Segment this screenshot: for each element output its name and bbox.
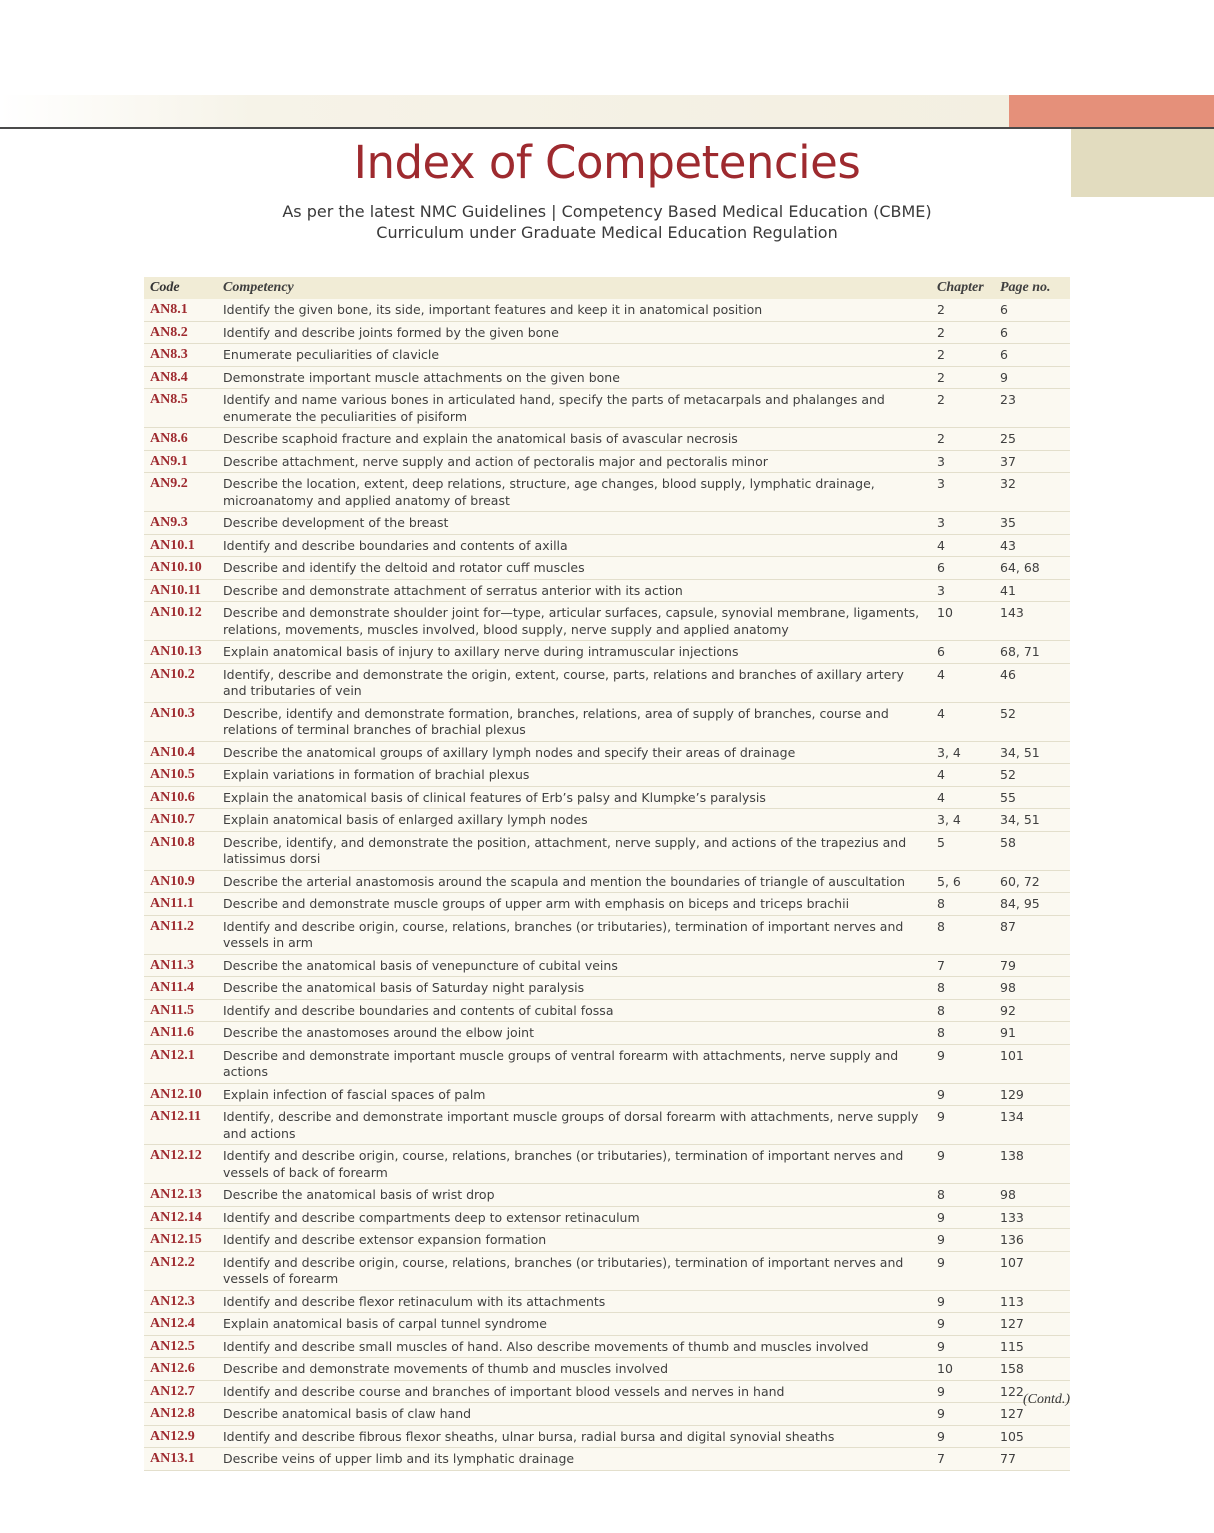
table-row (144, 1207, 1070, 1230)
subtitle-line-1: As per the latest NMC Guidelines | Competency Based Medical Education (CBME) (282, 202, 932, 221)
cell-competency: Describe anatomical basis of claw hand (223, 1406, 472, 1421)
cell-chapter: 3 (937, 476, 945, 491)
cell-code: AN11.4 (150, 980, 194, 995)
cell-chapter: 2 (937, 347, 945, 362)
table-row (144, 299, 1070, 322)
cell-code: AN8.1 (150, 302, 188, 317)
table-row (144, 742, 1070, 765)
cell-competency: Identify and describe course and branches of important blood vessels and nerves in hand (223, 1383, 785, 1399)
cell-code: AN9.3 (150, 515, 188, 530)
cell-code: AN12.2 (150, 1254, 195, 1270)
cell-competency: Describe attachment, nerve supply and action of pectoralis major and pectoralis minor (223, 453, 768, 469)
table-row (144, 602, 1070, 641)
cell-chapter: 8 (937, 918, 945, 934)
cell-chapter: 2 (937, 392, 945, 407)
cell-code: AN12.1 (150, 1047, 195, 1063)
table-row (144, 344, 1070, 367)
cell-page: 84, 95 (1000, 896, 1040, 911)
table-row (144, 641, 1070, 664)
cell-competency: Describe the anastomoses around the elbow joint (223, 1025, 534, 1040)
cell-chapter: 9 (937, 1254, 945, 1270)
cell-chapter: 3, 4 (937, 744, 961, 760)
cell-competency: Describe and demonstrate important muscle groups of ventral forearm with attachments, nerve supply and actions (223, 1047, 899, 1079)
cell-page: 34, 51 (1000, 812, 1040, 827)
cell-chapter: 6 (937, 644, 945, 659)
cell-chapter: 9 (937, 1086, 945, 1102)
cell-page: 98 (1000, 1187, 1016, 1202)
table-row (144, 389, 1070, 428)
cell-code: AN10.8 (150, 834, 195, 850)
table-row (144, 512, 1070, 535)
cell-code: AN12.15 (150, 1232, 202, 1247)
cell-competency: Describe scaphoid fracture and explain the anatomical basis of avascular necrosis (223, 431, 738, 446)
cell-competency: Identify and describe boundaries and contents of axilla (223, 537, 568, 553)
cell-competency: Identify and name various bones in articulated hand, specify the parts of metacarpals and phalanges and enumerate the peculiarities of pisiform (223, 392, 885, 424)
cell-competency: Explain infection of fascial spaces of palm (223, 1086, 486, 1102)
cell-code: AN12.3 (150, 1293, 195, 1309)
cell-page: 129 (1000, 1086, 1024, 1102)
cell-chapter: 2 (937, 302, 945, 317)
cell-code: AN8.3 (150, 347, 188, 362)
cell-competency: Describe, identify and demonstrate formation, branches, relations, area of supply of branches, course and relations of terminal branches of brachial plexus (223, 705, 889, 737)
cell-competency: Identify and describe origin, course, relations, branches (or tributaries), termination of important nerves and vessels in arm (223, 918, 904, 950)
cell-code: AN10.5 (150, 767, 195, 782)
cell-competency: Describe, identify, and demonstrate the position, attachment, nerve supply, and actions of the trapezius and latissimus dorsi (223, 834, 907, 866)
table-row (144, 1291, 1070, 1314)
table-row (144, 1403, 1070, 1426)
cell-competency: Demonstrate important muscle attachments on the given bone (223, 369, 620, 385)
page-title: Index of Competencies (353, 136, 861, 189)
cell-competency: Describe veins of upper limb and its lymphatic drainage (223, 1451, 575, 1466)
cell-chapter: 3 (937, 582, 945, 598)
cell-page: 143 (1000, 605, 1024, 620)
cell-code: AN10.3 (150, 705, 195, 721)
cell-page: 32 (1000, 476, 1016, 491)
subtitle-line-2: Curriculum under Graduate Medical Education Regulation (376, 223, 838, 242)
cell-page: 6 (1000, 302, 1008, 317)
cell-code: AN12.7 (150, 1383, 195, 1399)
table-row (144, 1000, 1070, 1023)
cell-competency: Describe the anatomical groups of axillary lymph nodes and specify their areas of drainage (223, 744, 796, 760)
cell-chapter: 2 (937, 431, 945, 446)
table-row (144, 1381, 1070, 1404)
cell-page: 41 (1000, 582, 1016, 598)
cell-code: AN10.12 (150, 605, 202, 620)
cell-competency: Identify the given bone, its side, important features and keep it in anatomical position (223, 302, 763, 317)
cell-page: 37 (1000, 453, 1016, 469)
cell-code: AN12.11 (150, 1109, 201, 1124)
cell-page: 87 (1000, 918, 1016, 934)
table-row (144, 1252, 1070, 1291)
cell-page: 52 (1000, 767, 1016, 782)
cell-page: 92 (1000, 1002, 1016, 1018)
cell-competency: Describe the anatomical basis of Saturday night paralysis (223, 980, 585, 995)
table-row (144, 871, 1070, 894)
cell-chapter: 3, 4 (937, 812, 961, 827)
column-header-chapter: Chapter (937, 280, 984, 295)
continued-note: (Contd.) (1022, 1392, 1070, 1407)
cell-competency: Describe and demonstrate shoulder joint for—type, articular surfaces, capsule, synovial membrane, ligaments, relations, movements, muscles involved, blood supply, nerve supply and applied anatomy (223, 605, 920, 637)
cell-chapter: 9 (937, 1109, 945, 1124)
cell-competency: Identify and describe compartments deep to extensor retinaculum (223, 1209, 640, 1225)
table-row (144, 1084, 1070, 1107)
cell-chapter: 4 (937, 705, 945, 721)
table-row (144, 664, 1070, 703)
competency-table (144, 277, 1070, 1471)
table-row (144, 580, 1070, 603)
cell-page: 136 (1000, 1232, 1024, 1247)
cell-page: 58 (1000, 834, 1016, 850)
cell-competency: Describe the anatomical basis of venepuncture of cubital veins (223, 957, 618, 973)
cell-chapter: 9 (937, 1148, 945, 1163)
cell-competency: Describe the location, extent, deep relations, structure, age changes, blood supply, lymphatic drainage, microanatomy and applied anatomy of breast (223, 476, 875, 508)
cell-page: 98 (1000, 980, 1016, 995)
cell-code: AN12.4 (150, 1316, 195, 1331)
cell-code: AN12.14 (150, 1209, 202, 1225)
cell-page: 46 (1000, 666, 1016, 682)
cell-chapter: 4 (937, 666, 945, 682)
table-row (144, 703, 1070, 742)
table-row (144, 955, 1070, 978)
cell-competency: Identify and describe extensor expansion formation (223, 1232, 547, 1247)
column-header-page: Page no. (1000, 280, 1051, 295)
cell-code: AN10.1 (150, 537, 195, 553)
cell-chapter: 9 (937, 1383, 945, 1399)
decorative-block-salmon (1009, 95, 1214, 127)
table-row (144, 832, 1070, 871)
cell-code: AN11.3 (150, 957, 194, 973)
table-row (144, 1229, 1070, 1252)
table-row (144, 1145, 1070, 1184)
cell-code: AN12.10 (150, 1086, 202, 1102)
cell-chapter: 8 (937, 1187, 945, 1202)
cell-code: AN11.5 (150, 1002, 194, 1018)
cell-page: 101 (1000, 1047, 1024, 1063)
cell-page: 43 (1000, 537, 1016, 553)
table-row (144, 787, 1070, 810)
table-header-row (144, 277, 1070, 299)
cell-chapter: 2 (937, 369, 945, 385)
cell-page: 158 (1000, 1361, 1024, 1376)
cell-page: 77 (1000, 1451, 1016, 1466)
table-row (144, 893, 1070, 916)
cell-code: AN10.6 (150, 789, 195, 805)
cell-page: 35 (1000, 515, 1016, 530)
cell-chapter: 3 (937, 515, 945, 530)
cell-competency: Explain the anatomical basis of clinical features of Erb’s palsy and Klumpke’s paralysis (223, 789, 766, 805)
table-row (144, 473, 1070, 512)
cell-competency: Identify and describe small muscles of hand. Also describe movements of thumb and muscles involved (223, 1338, 869, 1354)
cell-chapter: 6 (937, 560, 945, 575)
cell-competency: Identify, describe and demonstrate the origin, extent, course, parts, relations and branches of axillary artery and tributaries of vein (223, 666, 904, 698)
cell-chapter: 2 (937, 324, 945, 340)
cell-competency: Describe and demonstrate attachment of serratus anterior with its action (223, 582, 683, 598)
table-row (144, 1358, 1070, 1381)
cell-code: AN10.2 (150, 666, 195, 682)
cell-code: AN12.13 (150, 1187, 202, 1202)
cell-chapter: 9 (937, 1428, 945, 1444)
cell-chapter: 4 (937, 789, 945, 805)
cell-page: 25 (1000, 431, 1016, 446)
cell-competency: Describe the anatomical basis of wrist drop (223, 1187, 495, 1202)
cell-code: AN9.1 (150, 453, 188, 469)
cell-page: 91 (1000, 1025, 1016, 1040)
cell-code: AN12.9 (150, 1428, 195, 1444)
cell-page: 9 (1000, 369, 1008, 385)
cell-chapter: 7 (937, 1451, 945, 1466)
cell-page: 113 (1000, 1293, 1024, 1309)
table-row (144, 428, 1070, 451)
column-header-code: Code (150, 280, 180, 295)
cell-page: 107 (1000, 1254, 1024, 1270)
cell-code: AN10.13 (150, 644, 202, 659)
cell-page: 79 (1000, 957, 1016, 973)
cell-code: AN8.5 (150, 392, 188, 407)
header-band (0, 95, 1010, 127)
cell-page: 133 (1000, 1209, 1024, 1225)
cell-competency: Identify and describe flexor retinaculum with its attachments (223, 1293, 606, 1309)
cell-competency: Enumerate peculiarities of clavicle (223, 347, 440, 362)
cell-code: AN8.2 (150, 324, 188, 340)
table-row (144, 557, 1070, 580)
cell-page: 105 (1000, 1428, 1024, 1444)
cell-code: AN8.4 (150, 369, 188, 385)
cell-code: AN11.6 (150, 1025, 194, 1040)
cell-page: 55 (1000, 789, 1016, 805)
cell-chapter: 9 (937, 1047, 945, 1063)
cell-code: AN10.9 (150, 873, 195, 889)
table-row (144, 1184, 1070, 1207)
cell-competency: Explain anatomical basis of injury to axillary nerve during intramuscular injections (223, 644, 739, 659)
cell-code: AN10.10 (150, 560, 202, 575)
cell-page: 115 (1000, 1338, 1024, 1354)
cell-competency: Explain anatomical basis of carpal tunnel syndrome (223, 1316, 547, 1331)
cell-code: AN10.7 (150, 812, 195, 827)
cell-page: 138 (1000, 1148, 1024, 1163)
cell-page: 60, 72 (1000, 873, 1040, 889)
cell-code: AN12.6 (150, 1361, 195, 1376)
table-row (144, 1106, 1070, 1145)
cell-code: AN11.1 (150, 896, 194, 911)
table-row (144, 535, 1070, 558)
cell-code: AN11.2 (150, 918, 194, 934)
cell-page: 134 (1000, 1109, 1024, 1124)
cell-competency: Describe the arterial anastomosis around the scapula and mention the boundaries of triangle of auscultation (223, 873, 906, 889)
cell-chapter: 3 (937, 453, 945, 469)
table-row (144, 1336, 1070, 1359)
cell-code: AN12.12 (150, 1148, 202, 1163)
cell-chapter: 10 (937, 605, 953, 620)
table-row (144, 451, 1070, 474)
cell-chapter: 4 (937, 767, 945, 782)
cell-code: AN12.8 (150, 1406, 195, 1421)
cell-code: AN10.4 (150, 744, 195, 760)
cell-page: 127 (1000, 1406, 1024, 1421)
cell-page: 52 (1000, 705, 1016, 721)
cell-chapter: 9 (937, 1232, 945, 1247)
cell-page: 34, 51 (1000, 744, 1040, 760)
cell-chapter: 9 (937, 1293, 945, 1309)
cell-competency: Describe and demonstrate movements of thumb and muscles involved (223, 1361, 669, 1376)
cell-competency: Identify and describe boundaries and contents of cubital fossa (223, 1002, 614, 1018)
cell-code: AN9.2 (150, 476, 188, 491)
cell-competency: Explain variations in formation of brachial plexus (223, 767, 530, 782)
table-row (144, 1045, 1070, 1084)
cell-page: 23 (1000, 392, 1016, 407)
table-row (144, 1022, 1070, 1045)
cell-page: 122 (1000, 1383, 1024, 1399)
cell-chapter: 8 (937, 1025, 945, 1040)
cell-chapter: 7 (937, 957, 945, 973)
cell-chapter: 9 (937, 1406, 945, 1421)
cell-chapter: 8 (937, 980, 945, 995)
cell-competency: Identify, describe and demonstrate important muscle groups of dorsal forearm with attachments, nerve supply and actions (223, 1109, 919, 1141)
header-rule (0, 127, 1214, 129)
cell-competency: Identify and describe origin, course, relations, branches (or tributaries), termination of important nerves and vessels of back of forearm (223, 1148, 904, 1180)
cell-competency: Identify and describe origin, course, relations, branches (or tributaries), termination of important nerves and vessels of forearm (223, 1254, 904, 1286)
table-body (144, 299, 1070, 1471)
cell-competency: Identify and describe joints formed by the given bone (223, 324, 559, 340)
cell-chapter: 9 (937, 1209, 945, 1225)
column-header-competency: Competency (223, 280, 294, 295)
cell-competency: Describe and demonstrate muscle groups of upper arm with emphasis on biceps and triceps brachii (223, 896, 850, 911)
cell-competency: Identify and describe fibrous flexor sheaths, ulnar bursa, radial bursa and digital synovial sheaths (223, 1428, 835, 1444)
cell-code: AN12.5 (150, 1338, 195, 1354)
cell-page: 6 (1000, 347, 1008, 362)
table-row (144, 977, 1070, 1000)
cell-competency: Explain anatomical basis of enlarged axillary lymph nodes (223, 812, 588, 827)
cell-chapter: 5 (937, 834, 945, 850)
cell-competency: Describe and identify the deltoid and rotator cuff muscles (223, 560, 585, 575)
cell-code: AN8.6 (150, 431, 188, 446)
cell-code: AN13.1 (150, 1451, 195, 1466)
table-row (144, 764, 1070, 787)
cell-page: 64, 68 (1000, 560, 1040, 575)
table-row (144, 916, 1070, 955)
cell-chapter: 9 (937, 1316, 945, 1331)
cell-chapter: 8 (937, 896, 945, 911)
table-row (144, 367, 1070, 390)
cell-competency: Describe development of the breast (223, 515, 449, 530)
table-row (144, 1448, 1070, 1471)
cell-page: 6 (1000, 324, 1008, 340)
table-row (144, 809, 1070, 832)
table-row (144, 1313, 1070, 1336)
table-row (144, 1426, 1070, 1449)
cell-page: 127 (1000, 1316, 1024, 1331)
cell-page: 68, 71 (1000, 644, 1040, 659)
cell-chapter: 8 (937, 1002, 945, 1018)
cell-chapter: 9 (937, 1338, 945, 1354)
table-row (144, 322, 1070, 345)
cell-chapter: 5, 6 (937, 873, 961, 889)
cell-chapter: 10 (937, 1361, 953, 1376)
cell-chapter: 4 (937, 537, 945, 553)
cell-code: AN10.11 (150, 582, 201, 598)
